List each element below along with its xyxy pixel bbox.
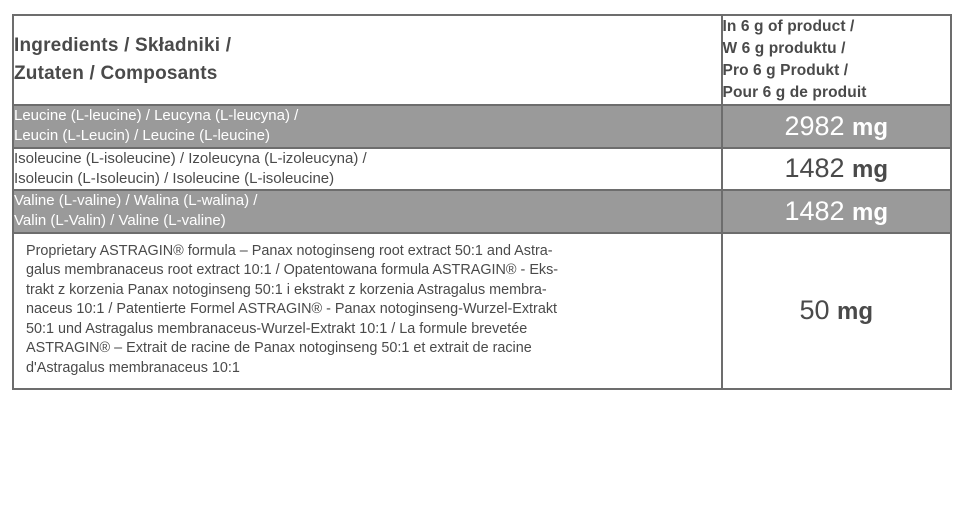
ingredient-name-line: ASTRAGIN® – Extrait de racine de Panax notoginseng 50:1 et extrait de racine	[26, 340, 532, 357]
ingredient-name-line: Leucin (L-Leucin) / Leucine (L-leucine)	[14, 127, 270, 145]
ingredient-amount-value: 1482	[784, 153, 845, 184]
ingredient-amount-value: 1482	[784, 195, 845, 226]
ingredient-name-line: d'Astragalus membranaceus 10:1	[26, 359, 240, 376]
table-header-row	[13, 15, 951, 105]
ingredients-table	[12, 14, 952, 390]
ingredient-name-cell	[13, 190, 722, 233]
ingredient-amount-unit: mg	[852, 156, 889, 184]
ingredient-name-line: Valine (L-valine) / Walina (L-walina) /	[14, 192, 258, 209]
header-amount-cell	[722, 15, 952, 105]
table-body	[13, 15, 951, 389]
header-amount-line-4: Pour 6 g de produit	[722, 84, 867, 101]
table-row	[13, 233, 951, 389]
header-ingredients-line-2: Zutaten / Composants	[14, 63, 218, 84]
table-row	[13, 148, 951, 191]
ingredient-name-line: galus membranaceus root extract 10:1 / Opatentowana formula ASTRAGIN® - Eks-	[26, 262, 559, 279]
header-ingredients-cell	[13, 15, 722, 105]
ingredient-amount-cell	[722, 148, 952, 191]
ingredient-amount-cell	[722, 233, 952, 389]
ingredient-name-line: trakt z korzenia Panax notoginseng 50:1 i ekstrakt z korzenia Astragalus membra-	[26, 281, 547, 298]
ingredient-amount-unit: mg	[852, 113, 889, 141]
header-amount-line-2: W 6 g produktu /	[722, 40, 846, 57]
ingredient-name-line: naceus 10:1 / Patentierte Formel ASTRAGIN® - Panax notoginseng-Wurzel-Extrakt	[26, 301, 558, 318]
ingredient-name-line: Isoleucin (L-Isoleucin) / Isoleucine (L-isoleucine)	[14, 169, 335, 187]
table-row	[13, 190, 951, 233]
ingredient-amount-cell	[722, 190, 952, 233]
ingredient-name-cell	[13, 105, 722, 148]
table-row	[13, 105, 951, 148]
ingredient-name-line: 50:1 und Astragalus membranaceus-Wurzel-Extrakt 10:1 / La formule brevetée	[26, 320, 528, 337]
ingredient-amount-value: 50	[799, 295, 830, 326]
ingredient-amount-unit: mg	[837, 298, 874, 326]
ingredient-amount-value: 2982	[784, 110, 845, 141]
ingredient-amount-unit: mg	[852, 198, 889, 226]
header-ingredients-line-1: Ingredients / Składniki /	[14, 35, 232, 57]
ingredient-name-line: Leucine (L-leucine) / Leucyna (L-leucyna) /	[14, 107, 299, 124]
ingredient-name-cell	[13, 148, 722, 191]
header-amount-line-1: In 6 g of product /	[722, 18, 855, 35]
ingredient-name-cell	[13, 233, 722, 389]
header-amount-line-3: Pro 6 g Produkt /	[722, 62, 849, 79]
ingredient-name-line: Proprietary ASTRAGIN® formula – Panax notoginseng root extract 50:1 and Astra-	[26, 242, 553, 259]
ingredient-name-line: Isoleucine (L-isoleucine) / Izoleucyna (L-izoleucyna) /	[14, 149, 367, 167]
ingredient-amount-cell	[722, 105, 952, 148]
ingredient-name-line: Valin (L-Valin) / Valine (L-valine)	[14, 212, 226, 230]
